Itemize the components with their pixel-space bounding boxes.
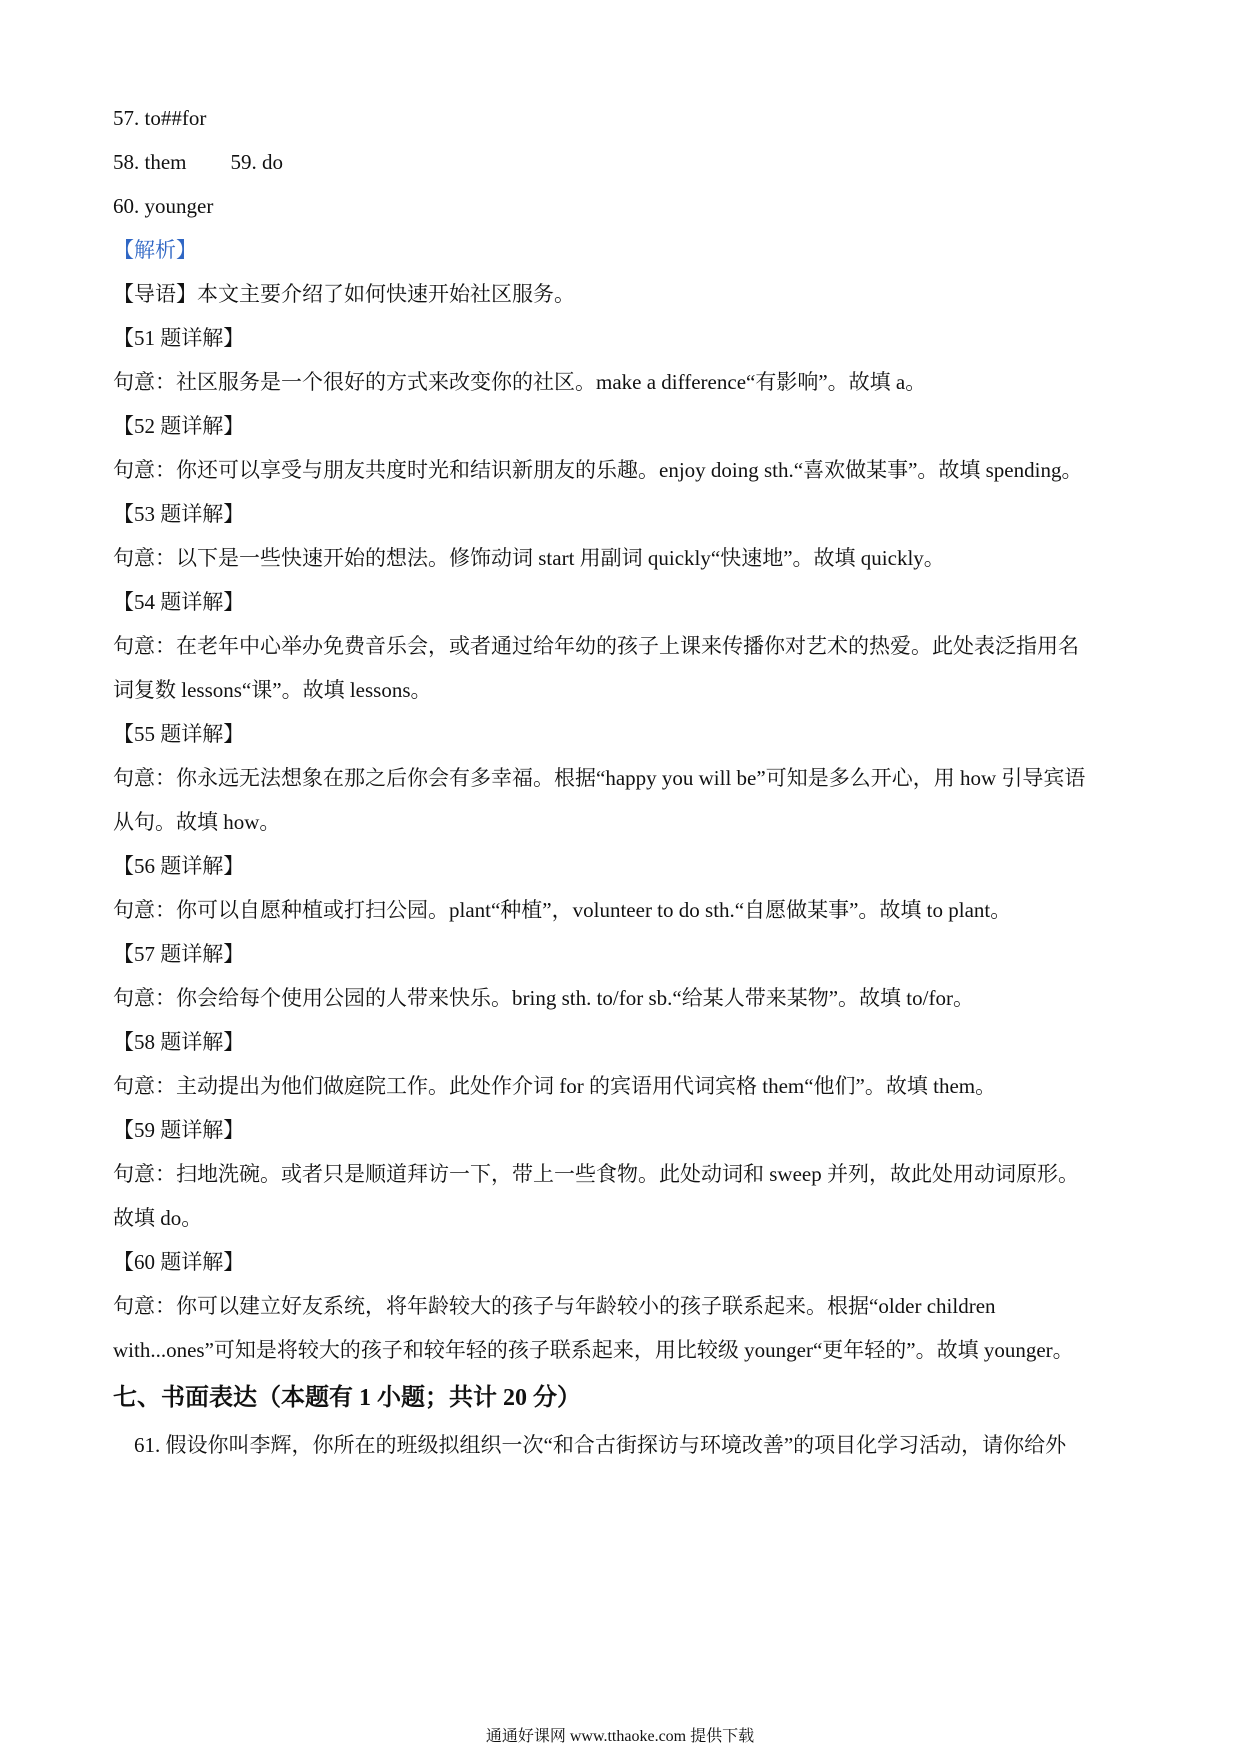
- item-text-52: 句意：你还可以享受与朋友共度时光和结识新朋友的乐趣。enjoy doing sth.“喜欢做某事”。故填 spending。: [113, 458, 1083, 482]
- item-text-54: 句意：在老年中心举办免费音乐会，或者通过给年幼的孩子上课来传播你对艺术的热爱。此处表泛指用名: [113, 634, 1079, 658]
- item-text-53: 句意：以下是一些快速开始的想法。修饰动词 start 用副词 quickly“快速地”。故填 quickly。: [113, 546, 945, 570]
- section-heading: 七、书面表达（本题有 1 小题；共计 20 分）: [113, 1385, 581, 1411]
- answer-57: 57. to##for: [113, 106, 207, 130]
- item-title-57: 【57 题详解】: [113, 942, 245, 966]
- answer-59: 59. do: [230, 150, 283, 174]
- item-title-51: 【51 题详解】: [113, 326, 245, 350]
- item-text-55b: 从句。故填 how。: [113, 810, 281, 834]
- question-61: 61. 假设你叫李辉，你所在的班级拟组织一次“和合古街探访与环境改善”的项目化学习活动，请你给外: [134, 1433, 1067, 1457]
- item-text-51: 句意：社区服务是一个很好的方式来改变你的社区。make a difference“有影响”。故填 a。: [113, 370, 927, 394]
- item-text-56: 句意：你可以自愿种植或打扫公园。plant“种植”，volunteer to do sth.“自愿做某事”。故填 to plant。: [113, 898, 1012, 922]
- item-text-60b: with...ones”可知是将较大的孩子和较年轻的孩子联系起来，用比较级 younger“更年轻的”。故填 younger。: [113, 1338, 1074, 1362]
- item-title-56: 【56 题详解】: [113, 854, 245, 878]
- item-text-59: 句意：扫地洗碗。或者只是顺道拜访一下，带上一些食物。此处动词和 sweep 并列，故此处用动词原形。: [113, 1162, 1079, 1186]
- analysis-label: 【解析】: [113, 238, 197, 262]
- intro: 【导语】本文主要介绍了如何快速开始社区服务。: [113, 282, 575, 306]
- item-text-60: 句意：你可以建立好友系统，将年龄较大的孩子与年龄较小的孩子联系起来。根据“older children: [113, 1294, 996, 1318]
- answer-60: 60. younger: [113, 194, 214, 218]
- item-text-55: 句意：你永远无法想象在那之后你会有多幸福。根据“happy you will be”可知是多么开心，用 how 引导宾语: [113, 766, 1086, 790]
- item-text-54b: 词复数 lessons“课”。故填 lessons。: [113, 678, 432, 702]
- item-title-55: 【55 题详解】: [113, 722, 245, 746]
- item-text-57: 句意：你会给每个使用公园的人带来快乐。bring sth. to/for sb.“给某人带来某物”。故填 to/for。: [113, 986, 974, 1010]
- item-title-52: 【52 题详解】: [113, 414, 245, 438]
- item-text-58: 句意：主动提出为他们做庭院工作。此处作介词 for 的宾语用代词宾格 them“他们”。故填 them。: [113, 1074, 997, 1098]
- item-title-53: 【53 题详解】: [113, 502, 245, 526]
- answer-58: 58. them: [113, 150, 187, 174]
- answer-58-59: [113, 147, 1130, 177]
- item-title-54: 【54 题详解】: [113, 590, 245, 614]
- page-footer: 通通好课网 www.tthaoke.com 提供下载: [485, 1728, 755, 1745]
- item-text-59b: 故填 do。: [113, 1206, 203, 1230]
- item-title-60: 【60 题详解】: [113, 1250, 245, 1274]
- item-title-58: 【58 题详解】: [113, 1030, 245, 1054]
- item-title-59: 【59 题详解】: [113, 1118, 245, 1142]
